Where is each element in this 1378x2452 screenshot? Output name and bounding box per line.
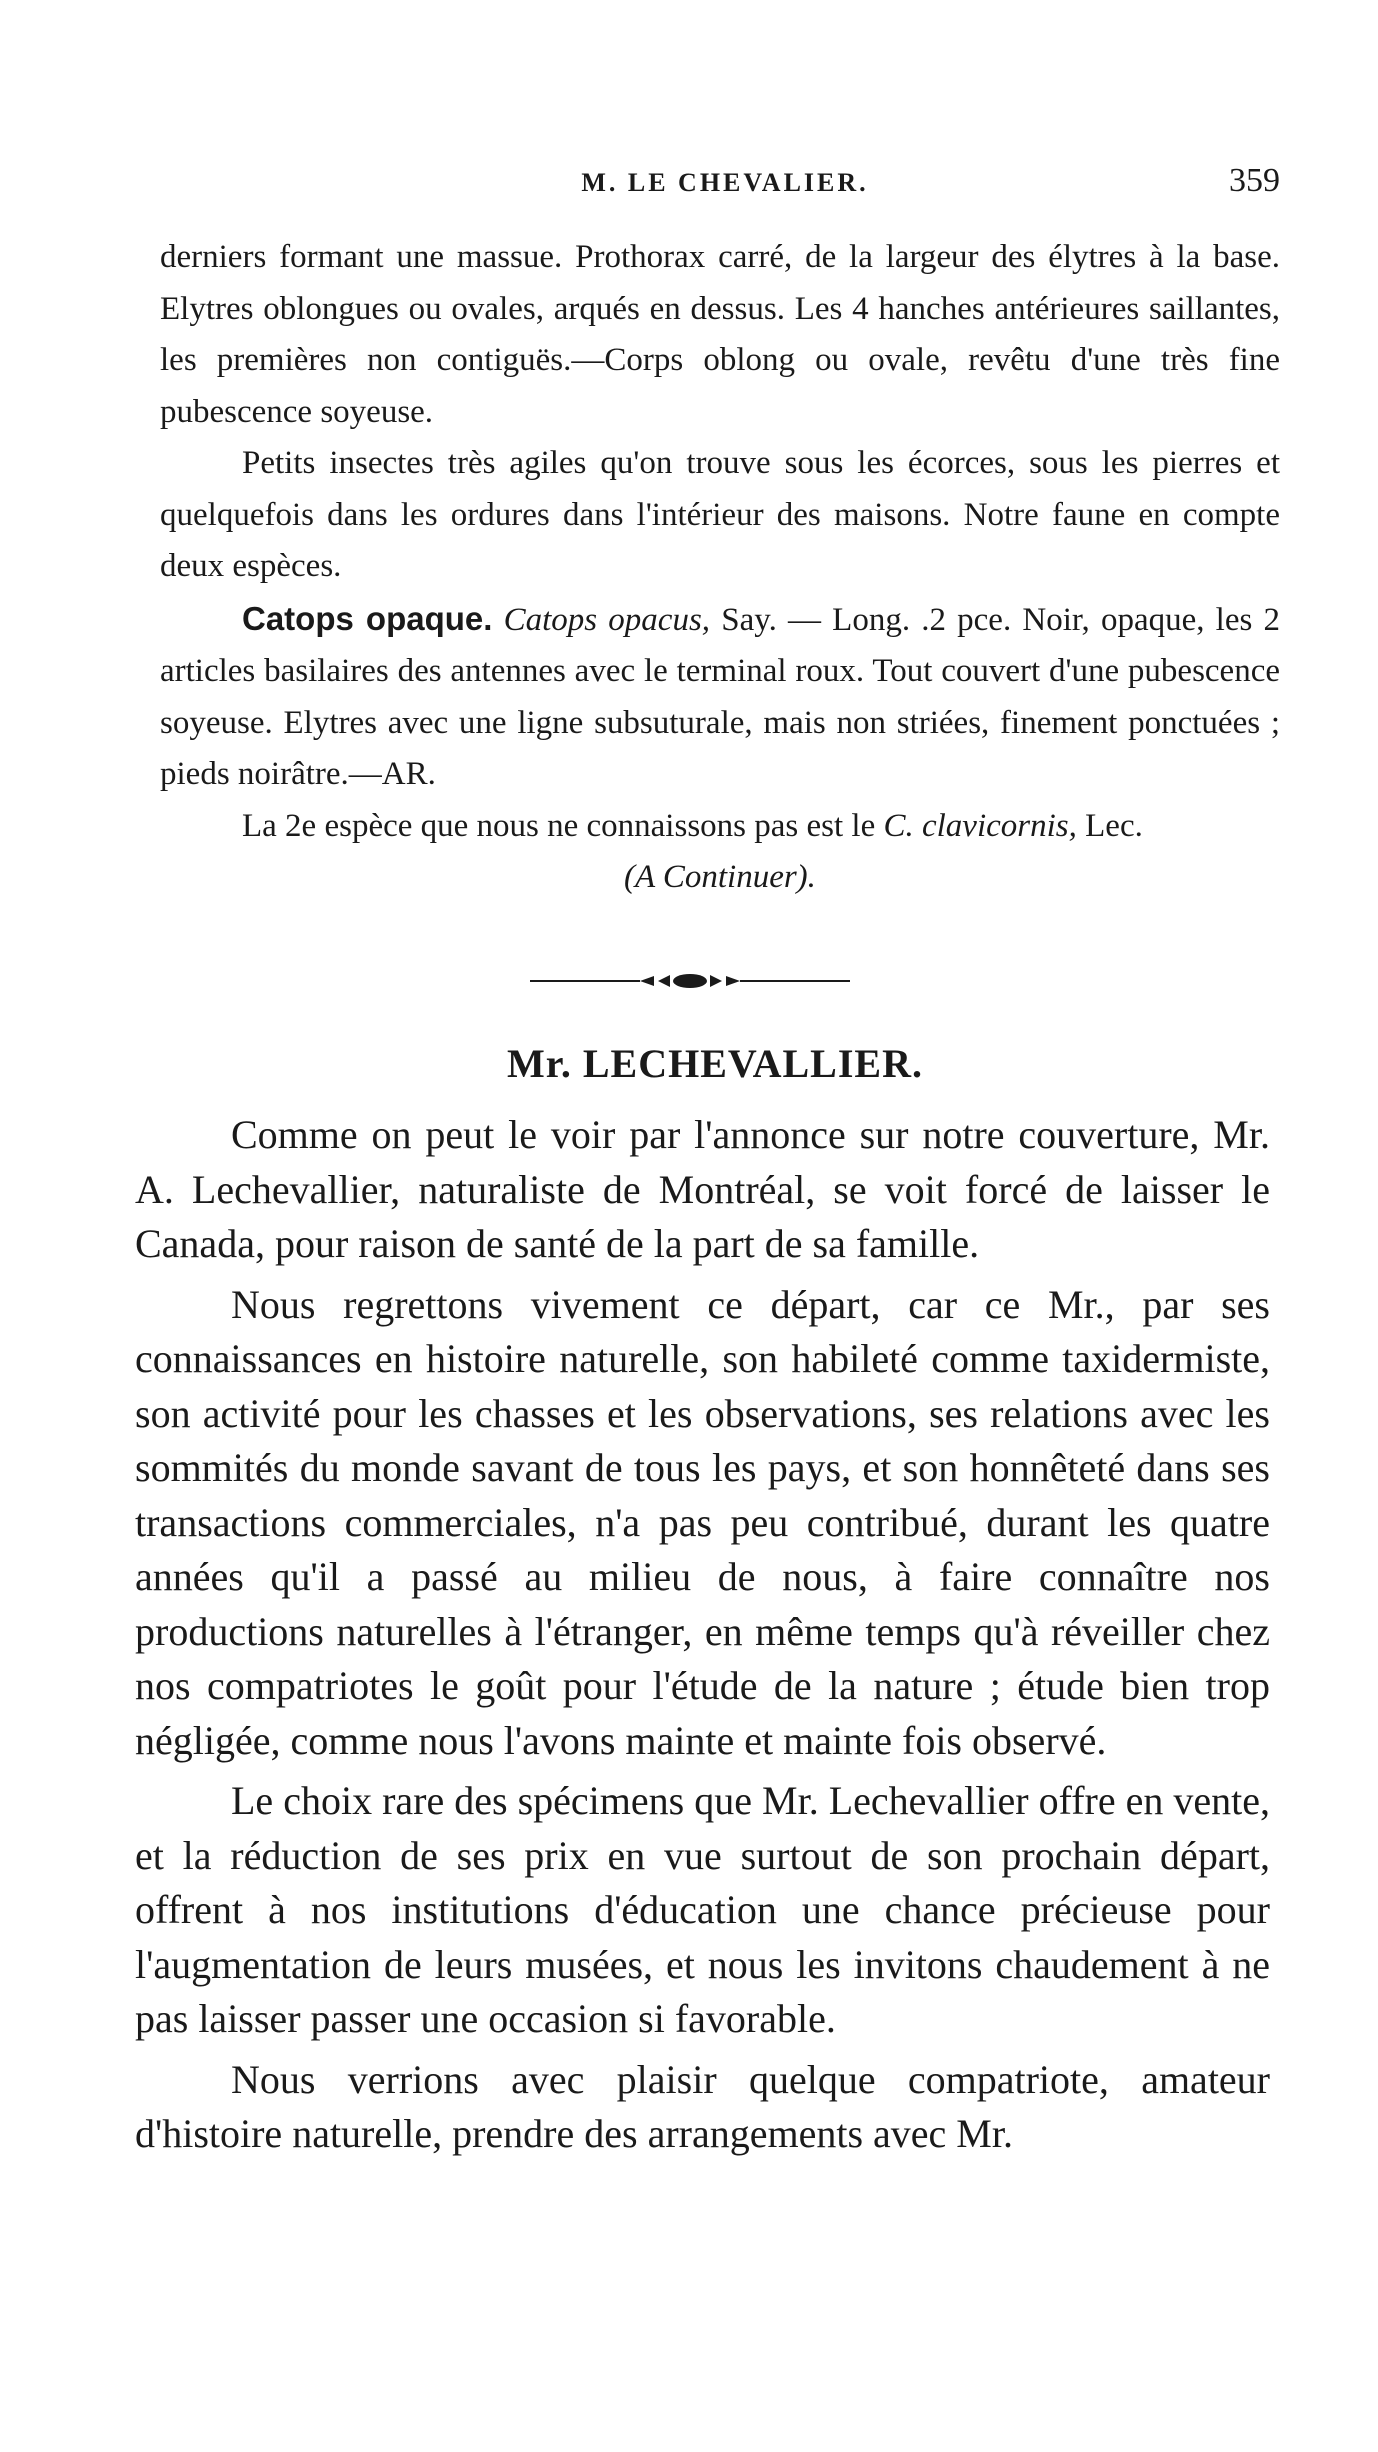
running-title: M. LE CHEVALIER. bbox=[581, 168, 869, 197]
second-species-author: Lec. bbox=[1085, 807, 1143, 844]
catops-opaque-paragraph bbox=[160, 593, 1280, 801]
article-heading: Mr. LECHEVALLIER. bbox=[507, 1041, 923, 1086]
habitat-paragraph: Petits insectes très agiles qu'on trouve sous les écorces, sous les pierres et quelquefois dans les ordures dans l'intérieur des maisons. Notre faune en compte deux espèces. bbox=[160, 445, 1280, 584]
article-paragraph: Nous verrions avec plaisir quelque compatriote, amateur d'histoire naturelle, prendre des arrangements avec Mr. bbox=[135, 2056, 1270, 2156]
article-body bbox=[135, 1108, 1270, 2168]
article-paragraph: Le choix rare des spécimens que Mr. Lechevallier offre en vente, et la réduction de ses prix en vue surtout de son prochain départ, offrent à nos institutions d'éducation une chance précieuse pour l'augmentation de leurs musées, et nous les invitons chaudement à ne pas laisser passer une occasion si favorable. bbox=[135, 1778, 1270, 2041]
article-paragraph: Nous regrettons vivement ce départ, car ce Mr., par ses connaissances en histoire naturelle, son habileté comme taxidermiste, son activité pour les chasses et les observations, ses relations avec les sommités du monde savant de tous les pays, et son honnêteté dans ses transactions commerciales, n'a pas peu contribué, durant les quatre années qu'il a passé au milieu de nous, à faire connaître nos productions naturelles à l'étranger, en même temps qu'à réveiller chez nos compatriotes le goût pour l'étude de la nature ; étude bien trop négligée, comme nous l'avons mainte et mainte fois observé. bbox=[135, 1281, 1270, 1763]
running-head bbox=[150, 162, 1300, 218]
to-be-continued: (A Continuer). bbox=[624, 859, 816, 895]
second-species-text: La 2e espèce que nous ne connaissons pas est le bbox=[242, 807, 876, 844]
description-paragraph: derniers formant une massue. Prothorax carré, de la largeur des élytres à la base. Elytres oblongues ou ovales, arqués en dessus. Les 4 hanches antérieures saillantes, les premières non contiguës.—Corps oblong ou ovale, revêtu d'une très fine pubescence soyeuse. bbox=[160, 239, 1280, 430]
second-species-paragraph bbox=[160, 801, 1280, 853]
species-name: Catops opaque. bbox=[242, 599, 493, 637]
second-species-latin: C. clavicornis, bbox=[883, 807, 1077, 844]
species-description: Say. — Long. .2 pce. Noir, opaque, les 2 articles basilaires des antennes avec le terminal roux. Tout couvert d'une pubescence soyeuse. Elytres avec une ligne subsuturale, mais non striées, finement ponctuées ; pieds noirâtre.—AR. bbox=[160, 601, 1280, 792]
article-paragraph: Comme on peut le voir par l'annonce sur notre couverture, Mr. A. Lechevallier, naturaliste de Montréal, se voit forcé de laisser le Canada, pour raison de santé de la part de sa famille. bbox=[135, 1112, 1270, 1266]
page-number: 359 bbox=[1229, 162, 1280, 199]
species-latin-name: Catops opacus, bbox=[503, 601, 711, 638]
ornament-divider bbox=[530, 966, 850, 996]
species-description-section bbox=[160, 232, 1280, 904]
